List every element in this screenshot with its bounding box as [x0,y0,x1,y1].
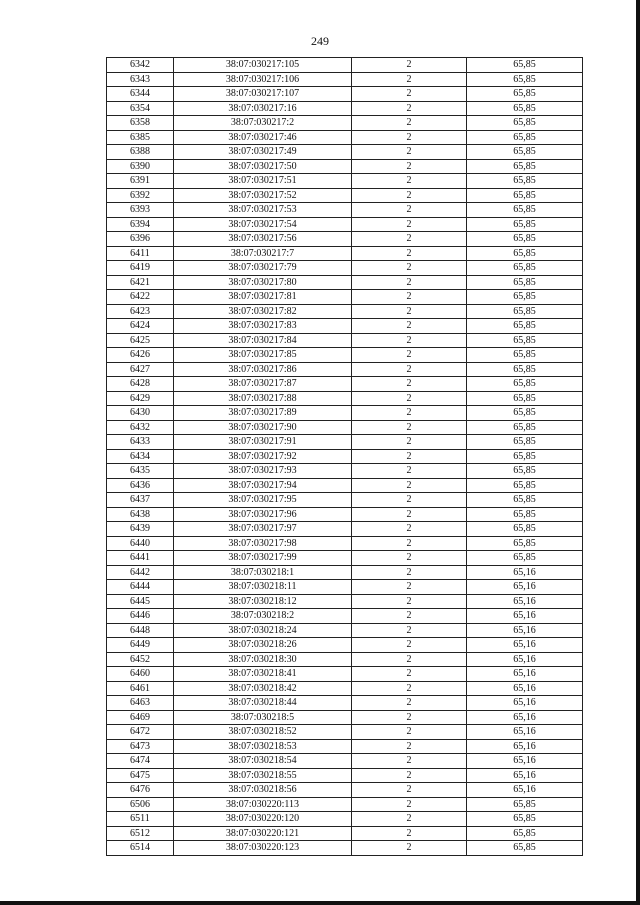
row-number-cell: 6385 [107,130,174,145]
cadastral-number-cell: 38:07:030217:2 [174,116,352,131]
area-cell: 65,85 [467,841,583,856]
cadastral-number-cell: 38:07:030218:30 [174,652,352,667]
area-cell: 65,16 [467,768,583,783]
table-row [107,710,583,725]
parcel-table [106,57,583,856]
quantity-cell: 2 [352,594,467,609]
table-row [107,362,583,377]
area-cell: 65,16 [467,681,583,696]
table-row [107,681,583,696]
quantity-cell: 2 [352,667,467,682]
row-number-cell: 6439 [107,522,174,537]
row-number-cell: 6396 [107,232,174,247]
area-cell: 65,85 [467,246,583,261]
row-number-cell: 6469 [107,710,174,725]
quantity-cell: 2 [352,652,467,667]
table-row [107,72,583,87]
table-row [107,725,583,740]
row-number-cell: 6446 [107,609,174,624]
table-row [107,739,583,754]
area-cell: 65,85 [467,101,583,116]
area-cell: 65,16 [467,710,583,725]
row-number-cell: 6476 [107,783,174,798]
quantity-cell: 2 [352,406,467,421]
quantity-cell: 2 [352,580,467,595]
cadastral-number-cell: 38:07:030217:46 [174,130,352,145]
cadastral-number-cell: 38:07:030217:93 [174,464,352,479]
area-cell: 65,16 [467,580,583,595]
cadastral-number-cell: 38:07:030220:123 [174,841,352,856]
cadastral-number-cell: 38:07:030217:52 [174,188,352,203]
quantity-cell: 2 [352,609,467,624]
quantity-cell: 2 [352,377,467,392]
cadastral-number-cell: 38:07:030218:26 [174,638,352,653]
area-cell: 65,16 [467,594,583,609]
quantity-cell: 2 [352,290,467,305]
area-cell: 65,85 [467,188,583,203]
row-number-cell: 6438 [107,507,174,522]
area-cell: 65,16 [467,754,583,769]
table-row [107,420,583,435]
row-number-cell: 6440 [107,536,174,551]
cadastral-number-cell: 38:07:030220:121 [174,826,352,841]
row-number-cell: 6343 [107,72,174,87]
area-cell: 65,16 [467,609,583,624]
row-number-cell: 6425 [107,333,174,348]
quantity-cell: 2 [352,783,467,798]
table-row [107,377,583,392]
table-row [107,348,583,363]
area-cell: 65,85 [467,348,583,363]
area-cell: 65,85 [467,826,583,841]
row-number-cell: 6473 [107,739,174,754]
cadastral-number-cell: 38:07:030218:12 [174,594,352,609]
quantity-cell: 2 [352,217,467,232]
cadastral-number-cell: 38:07:030218:2 [174,609,352,624]
quantity-cell: 2 [352,101,467,116]
table-row [107,797,583,812]
parcel-table-container [106,57,578,856]
row-number-cell: 6432 [107,420,174,435]
area-cell: 65,85 [467,290,583,305]
table-row [107,464,583,479]
row-number-cell: 6429 [107,391,174,406]
cadastral-number-cell: 38:07:030217:91 [174,435,352,450]
area-cell: 65,85 [467,391,583,406]
area-cell: 65,85 [467,812,583,827]
table-row [107,536,583,551]
cadastral-number-cell: 38:07:030217:106 [174,72,352,87]
row-number-cell: 6422 [107,290,174,305]
area-cell: 65,16 [467,667,583,682]
cadastral-number-cell: 38:07:030217:53 [174,203,352,218]
row-number-cell: 6424 [107,319,174,334]
cadastral-number-cell: 38:07:030218:24 [174,623,352,638]
quantity-cell: 2 [352,478,467,493]
table-row [107,507,583,522]
area-cell: 65,85 [467,420,583,435]
row-number-cell: 6393 [107,203,174,218]
cadastral-number-cell: 38:07:030218:56 [174,783,352,798]
row-number-cell: 6421 [107,275,174,290]
quantity-cell: 2 [352,841,467,856]
cadastral-number-cell: 38:07:030218:52 [174,725,352,740]
cadastral-number-cell: 38:07:030218:44 [174,696,352,711]
row-number-cell: 6434 [107,449,174,464]
cadastral-number-cell: 38:07:030218:11 [174,580,352,595]
table-row [107,290,583,305]
table-row [107,174,583,189]
row-number-cell: 6463 [107,696,174,711]
row-number-cell: 6442 [107,565,174,580]
table-row [107,232,583,247]
quantity-cell: 2 [352,420,467,435]
row-number-cell: 6436 [107,478,174,493]
cadastral-number-cell: 38:07:030217:94 [174,478,352,493]
cadastral-number-cell: 38:07:030217:80 [174,275,352,290]
row-number-cell: 6390 [107,159,174,174]
quantity-cell: 2 [352,333,467,348]
table-row [107,435,583,450]
table-row [107,58,583,73]
quantity-cell: 2 [352,232,467,247]
table-row [107,333,583,348]
area-cell: 65,16 [467,696,583,711]
area-cell: 65,85 [467,116,583,131]
area-cell: 65,85 [467,203,583,218]
table-row [107,87,583,102]
row-number-cell: 6512 [107,826,174,841]
table-row [107,565,583,580]
cadastral-number-cell: 38:07:030218:55 [174,768,352,783]
quantity-cell: 2 [352,696,467,711]
area-cell: 65,16 [467,652,583,667]
quantity-cell: 2 [352,174,467,189]
area-cell: 65,85 [467,145,583,160]
quantity-cell: 2 [352,435,467,450]
row-number-cell: 6358 [107,116,174,131]
scan-bottom-border [0,901,640,905]
row-number-cell: 6511 [107,812,174,827]
row-number-cell: 6514 [107,841,174,856]
quantity-cell: 2 [352,797,467,812]
row-number-cell: 6388 [107,145,174,160]
quantity-cell: 2 [352,493,467,508]
table-row [107,203,583,218]
quantity-cell: 2 [352,72,467,87]
row-number-cell: 6430 [107,406,174,421]
cadastral-number-cell: 38:07:030217:95 [174,493,352,508]
table-row [107,696,583,711]
cadastral-number-cell: 38:07:030218:42 [174,681,352,696]
quantity-cell: 2 [352,768,467,783]
area-cell: 65,85 [467,232,583,247]
cadastral-number-cell: 38:07:030220:113 [174,797,352,812]
row-number-cell: 6449 [107,638,174,653]
table-row [107,594,583,609]
cadastral-number-cell: 38:07:030217:85 [174,348,352,363]
table-row [107,609,583,624]
table-row [107,638,583,653]
area-cell: 65,85 [467,551,583,566]
area-cell: 65,16 [467,623,583,638]
area-cell: 65,85 [467,72,583,87]
table-row [107,580,583,595]
table-row [107,159,583,174]
row-number-cell: 6344 [107,87,174,102]
row-number-cell: 6435 [107,464,174,479]
table-row [107,188,583,203]
quantity-cell: 2 [352,362,467,377]
quantity-cell: 2 [352,681,467,696]
cadastral-number-cell: 38:07:030217:96 [174,507,352,522]
table-row [107,319,583,334]
row-number-cell: 6506 [107,797,174,812]
table-row [107,217,583,232]
table-row [107,130,583,145]
cadastral-number-cell: 38:07:030217:92 [174,449,352,464]
cadastral-number-cell: 38:07:030217:50 [174,159,352,174]
cadastral-number-cell: 38:07:030217:107 [174,87,352,102]
quantity-cell: 2 [352,565,467,580]
quantity-cell: 2 [352,87,467,102]
quantity-cell: 2 [352,812,467,827]
cadastral-number-cell: 38:07:030217:88 [174,391,352,406]
row-number-cell: 6342 [107,58,174,73]
table-row [107,841,583,856]
table-row [107,652,583,667]
quantity-cell: 2 [352,246,467,261]
area-cell: 65,85 [467,406,583,421]
area-cell: 65,85 [467,130,583,145]
quantity-cell: 2 [352,203,467,218]
row-number-cell: 6426 [107,348,174,363]
quantity-cell: 2 [352,725,467,740]
cadastral-number-cell: 38:07:030217:90 [174,420,352,435]
cadastral-number-cell: 38:07:030220:120 [174,812,352,827]
page-number: 249 [311,34,329,48]
quantity-cell: 2 [352,145,467,160]
quantity-cell: 2 [352,58,467,73]
area-cell: 65,85 [467,536,583,551]
row-number-cell: 6423 [107,304,174,319]
table-row [107,551,583,566]
area-cell: 65,85 [467,261,583,276]
quantity-cell: 2 [352,536,467,551]
area-cell: 65,85 [467,435,583,450]
table-row [107,261,583,276]
quantity-cell: 2 [352,522,467,537]
row-number-cell: 6441 [107,551,174,566]
quantity-cell: 2 [352,319,467,334]
area-cell: 65,16 [467,725,583,740]
cadastral-number-cell: 38:07:030217:49 [174,145,352,160]
cadastral-number-cell: 38:07:030217:79 [174,261,352,276]
row-number-cell: 6460 [107,667,174,682]
table-row [107,391,583,406]
area-cell: 65,85 [467,58,583,73]
quantity-cell: 2 [352,348,467,363]
table-row [107,493,583,508]
quantity-cell: 2 [352,739,467,754]
area-cell: 65,85 [467,87,583,102]
quantity-cell: 2 [352,261,467,276]
quantity-cell: 2 [352,507,467,522]
quantity-cell: 2 [352,116,467,131]
area-cell: 65,16 [467,739,583,754]
quantity-cell: 2 [352,449,467,464]
row-number-cell: 6419 [107,261,174,276]
table-row [107,812,583,827]
area-cell: 65,85 [467,159,583,174]
cadastral-number-cell: 38:07:030218:41 [174,667,352,682]
row-number-cell: 6391 [107,174,174,189]
cadastral-number-cell: 38:07:030217:83 [174,319,352,334]
cadastral-number-cell: 38:07:030217:16 [174,101,352,116]
row-number-cell: 6474 [107,754,174,769]
row-number-cell: 6472 [107,725,174,740]
area-cell: 65,16 [467,565,583,580]
cadastral-number-cell: 38:07:030217:7 [174,246,352,261]
quantity-cell: 2 [352,464,467,479]
table-row [107,783,583,798]
area-cell: 65,85 [467,333,583,348]
area-cell: 65,85 [467,507,583,522]
quantity-cell: 2 [352,754,467,769]
cadastral-number-cell: 38:07:030218:1 [174,565,352,580]
row-number-cell: 6427 [107,362,174,377]
quantity-cell: 2 [352,551,467,566]
table-row [107,246,583,261]
cadastral-number-cell: 38:07:030218:54 [174,754,352,769]
row-number-cell: 6437 [107,493,174,508]
quantity-cell: 2 [352,638,467,653]
area-cell: 65,85 [467,449,583,464]
cadastral-number-cell: 38:07:030217:51 [174,174,352,189]
row-number-cell: 6394 [107,217,174,232]
cadastral-number-cell: 38:07:030217:82 [174,304,352,319]
cadastral-number-cell: 38:07:030217:54 [174,217,352,232]
area-cell: 65,85 [467,377,583,392]
table-row [107,101,583,116]
quantity-cell: 2 [352,130,467,145]
row-number-cell: 6461 [107,681,174,696]
quantity-cell: 2 [352,275,467,290]
quantity-cell: 2 [352,188,467,203]
area-cell: 65,85 [467,304,583,319]
parcel-table-body [107,58,583,856]
table-row [107,522,583,537]
quantity-cell: 2 [352,391,467,406]
row-number-cell: 6452 [107,652,174,667]
row-number-cell: 6354 [107,101,174,116]
row-number-cell: 6445 [107,594,174,609]
area-cell: 65,16 [467,783,583,798]
area-cell: 65,85 [467,217,583,232]
row-number-cell: 6444 [107,580,174,595]
table-row [107,449,583,464]
quantity-cell: 2 [352,304,467,319]
table-row [107,116,583,131]
table-row [107,304,583,319]
cadastral-number-cell: 38:07:030217:105 [174,58,352,73]
table-row [107,478,583,493]
row-number-cell: 6392 [107,188,174,203]
cadastral-number-cell: 38:07:030217:56 [174,232,352,247]
area-cell: 65,85 [467,275,583,290]
table-row [107,754,583,769]
cadastral-number-cell: 38:07:030218:53 [174,739,352,754]
cadastral-number-cell: 38:07:030217:87 [174,377,352,392]
table-row [107,275,583,290]
row-number-cell: 6475 [107,768,174,783]
quantity-cell: 2 [352,826,467,841]
area-cell: 65,85 [467,522,583,537]
area-cell: 65,85 [467,362,583,377]
row-number-cell: 6411 [107,246,174,261]
cadastral-number-cell: 38:07:030218:5 [174,710,352,725]
table-row [107,406,583,421]
table-row [107,623,583,638]
cadastral-number-cell: 38:07:030217:86 [174,362,352,377]
scan-right-border [636,0,640,905]
area-cell: 65,85 [467,493,583,508]
table-row [107,667,583,682]
row-number-cell: 6448 [107,623,174,638]
row-number-cell: 6433 [107,435,174,450]
table-row [107,768,583,783]
area-cell: 65,16 [467,638,583,653]
area-cell: 65,85 [467,319,583,334]
area-cell: 65,85 [467,478,583,493]
cadastral-number-cell: 38:07:030217:97 [174,522,352,537]
cadastral-number-cell: 38:07:030217:98 [174,536,352,551]
area-cell: 65,85 [467,174,583,189]
area-cell: 65,85 [467,464,583,479]
table-row [107,826,583,841]
cadastral-number-cell: 38:07:030217:89 [174,406,352,421]
cadastral-number-cell: 38:07:030217:81 [174,290,352,305]
cadastral-number-cell: 38:07:030217:84 [174,333,352,348]
row-number-cell: 6428 [107,377,174,392]
quantity-cell: 2 [352,710,467,725]
area-cell: 65,85 [467,797,583,812]
table-row [107,145,583,160]
cadastral-number-cell: 38:07:030217:99 [174,551,352,566]
quantity-cell: 2 [352,159,467,174]
quantity-cell: 2 [352,623,467,638]
